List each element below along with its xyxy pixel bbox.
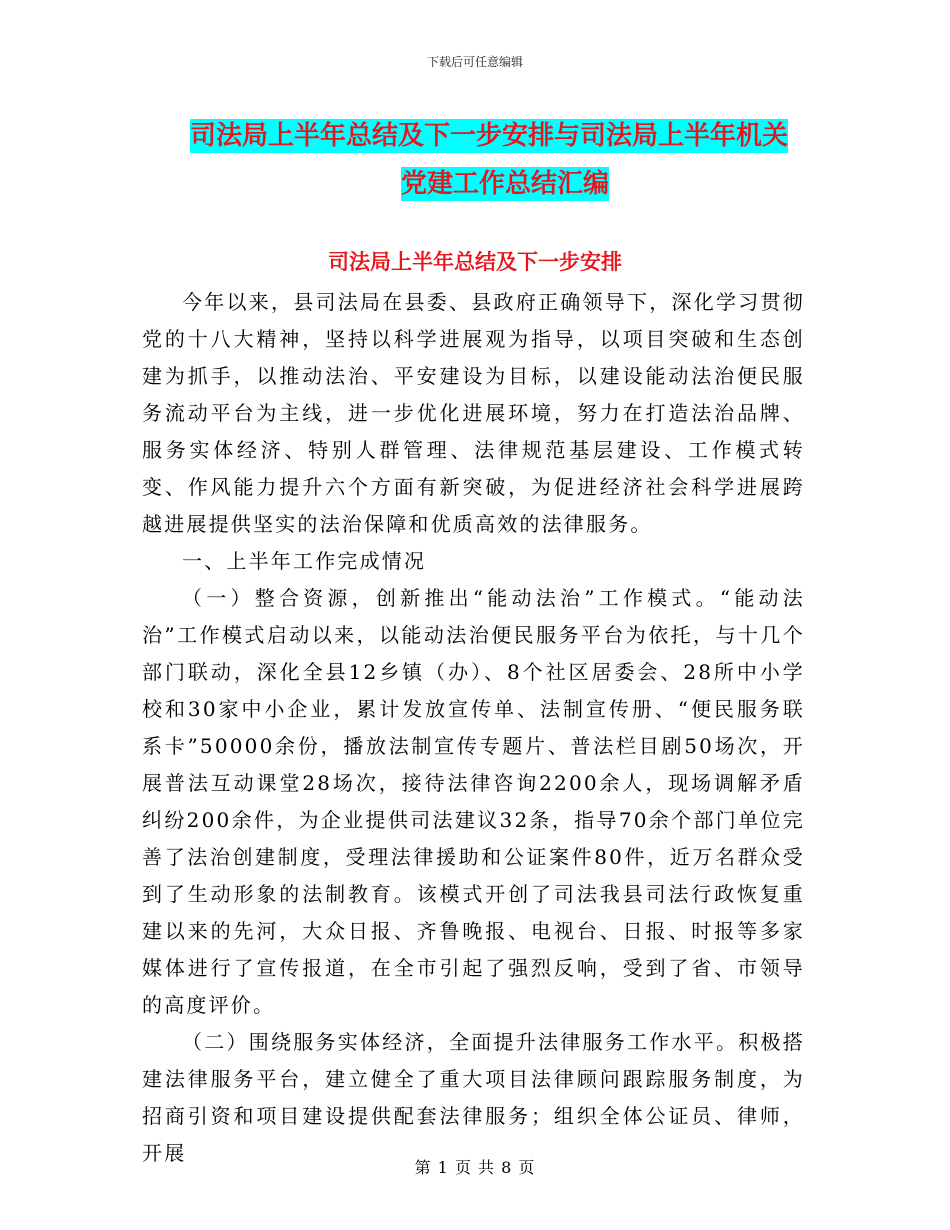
document-body bbox=[142, 284, 805, 1172]
document-title-line-2: 党建工作总结汇编 bbox=[400, 169, 609, 199]
document-title-line-1: 司法局上半年总结及下一步安排与司法局上半年机关 bbox=[190, 121, 789, 151]
paragraph-intro: 今年以来，县司法局在县委、县政府正确领导下，深化学习贯彻党的十八大精神，坚持以科学进展观为指导，以项目突破和生态创建为抓手，以推动法治、平安建设为目标，以建设能动法治便民服务流动平台为主线，进一步优化进展环境，努力在打造法治品牌、服务实体经济、特别人群管理、法律规范基层建设、工作模式转变、作风能力提升六个方面有新突破，为促进经济社会科学进展跨越进展提供坚实的法治保障和优质高效的法律服务。 bbox=[142, 290, 805, 536]
document-title bbox=[190, 112, 810, 208]
section-title: 司法局上半年总结及下一步安排 bbox=[328, 250, 622, 274]
paragraph-item-2: （二）围绕服务实体经济，全面提升法律服务工作水平。积极搭建法律服务平台，建立健全了重大项目法律顾问跟踪服务制度，为招商引资和项目建设提供配套法律服务；组织全体公证员、律师，开展 bbox=[142, 1030, 805, 1165]
page-header-note: 下载后可任意编辑 bbox=[426, 55, 523, 69]
paragraph-heading-1: 一、上半年工作完成情况 bbox=[182, 549, 427, 573]
paragraph-item-1: （一）整合资源，创新推出“能动法治”工作模式。“能动法治”工作模式启动以来，以能动法治便民服务平台为依托，与十几个部门联动，深化全县12乡镇（办）、8个社区居委会、28所中小学校和30家中小企业，累计发放宣传单、法制宣传册、“便民服务联系卡”50000余份，播放法制宣传专题片、普法栏目剧50场次，开展普法互动课堂28场次，接待法律咨询2200余人，现场调解矛盾纠纷200余件，为企业提供司法建议32条，指导70余个部门单位完善了法治创建制度，受理法律援助和公证案件80件，近万名群众受到了生动形象的法制教育。该模式开创了司法我县司法行政恢复重建以来的先河，大众日报、齐鲁晚报、电视台、日报、时报等多家媒体进行了宣传报道，在全市引起了强烈反响，受到了省、市领导的高度评价。 bbox=[142, 586, 805, 1017]
page-number-footer: 第 1 页 共 8 页 bbox=[414, 1158, 536, 1177]
